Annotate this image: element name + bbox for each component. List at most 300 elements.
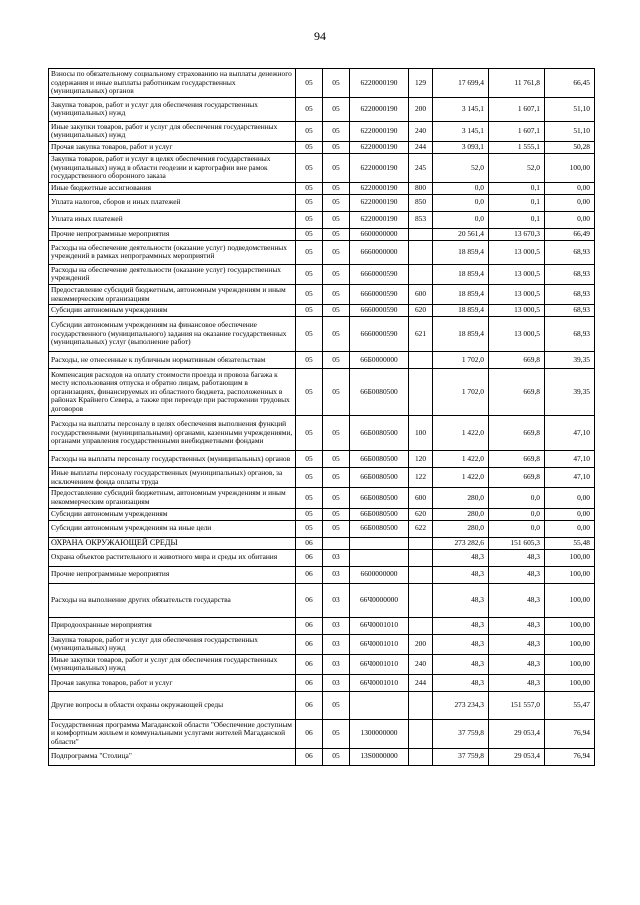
row-expense-type: 620 — [409, 305, 433, 317]
row-plan-amount: 37 759,8 — [433, 748, 489, 765]
row-subsection-code: 03 — [323, 583, 350, 617]
row-actual-amount: 29 053,4 — [489, 719, 545, 748]
row-section-code: 06 — [296, 674, 323, 691]
row-subsection-code: 05 — [323, 211, 350, 228]
row-actual-amount: 151 605,3 — [489, 537, 545, 549]
row-subsection-code: 05 — [323, 691, 350, 719]
row-subsection-code: 03 — [323, 634, 350, 654]
row-target-code: 66Б0000000 — [350, 352, 409, 369]
row-name: Расходы на обеспечение деятельности (оказание услуг) подведомственных учреждений в рамках непрограммных мероприятий — [49, 240, 296, 264]
table-row — [49, 634, 595, 654]
row-plan-amount: 48,3 — [433, 583, 489, 617]
row-expense-type — [409, 264, 433, 284]
row-subsection-code: 05 — [323, 520, 350, 537]
row-expense-type: 621 — [409, 317, 433, 352]
row-plan-amount: 18 859,4 — [433, 284, 489, 304]
row-percent: 68,93 — [545, 317, 595, 352]
table-row — [49, 416, 595, 451]
row-name: Предоставление субсидий бюджетным, автономным учреждениям и иным некоммерческим организациям — [49, 284, 296, 304]
row-target-code: 66Б0080500 — [350, 416, 409, 451]
row-name: Расходы на выплаты персоналу в целях обеспечения выполнения функций государственными (муниципальными) органами, казенными учреждениями, органами управления государственными внебюджетными фондами — [49, 416, 296, 451]
row-expense-type — [409, 719, 433, 748]
row-section-code: 06 — [296, 617, 323, 634]
row-target-code: 6660000590 — [350, 305, 409, 317]
row-percent: 0,00 — [545, 508, 595, 520]
row-target-code — [350, 537, 409, 549]
row-name: Иные закупки товаров, работ и услуг для обеспечения государственных (муниципальных) нужд — [49, 654, 296, 674]
row-plan-amount: 280,0 — [433, 508, 489, 520]
row-name: Иные бюджетные ассигнования — [49, 182, 296, 194]
row-name: Взносы по обязательному социальному страхованию на выплаты денежного содержания и иные выплаты работникам государственных (муниципальных) органов — [49, 69, 296, 98]
row-plan-amount: 1 422,0 — [433, 468, 489, 488]
row-target-code: 6600000000 — [350, 566, 409, 583]
row-plan-amount: 48,3 — [433, 634, 489, 654]
row-plan-amount: 3 145,1 — [433, 121, 489, 141]
row-plan-amount: 1 702,0 — [433, 369, 489, 416]
row-plan-amount: 0,0 — [433, 194, 489, 211]
row-expense-type: 240 — [409, 654, 433, 674]
row-subsection-code: 05 — [323, 369, 350, 416]
row-name: Закупка товаров, работ и услуг для обеспечения государственных (муниципальных) нужд — [49, 97, 296, 121]
row-section-code: 05 — [296, 508, 323, 520]
row-expense-type — [409, 583, 433, 617]
row-plan-amount: 3 145,1 — [433, 97, 489, 121]
row-actual-amount: 11 761,8 — [489, 69, 545, 98]
row-plan-amount: 20 561,4 — [433, 228, 489, 240]
row-plan-amount: 52,0 — [433, 153, 489, 182]
table-row — [49, 69, 595, 98]
row-expense-type: 600 — [409, 284, 433, 304]
row-percent: 47,10 — [545, 468, 595, 488]
table-row — [49, 488, 595, 508]
row-plan-amount: 0,0 — [433, 182, 489, 194]
row-target-code: 66Ч0001010 — [350, 617, 409, 634]
row-plan-amount: 48,3 — [433, 549, 489, 566]
row-percent: 66,45 — [545, 69, 595, 98]
row-target-code: 66Ч0001010 — [350, 674, 409, 691]
row-actual-amount: 669,8 — [489, 451, 545, 468]
row-plan-amount: 1 422,0 — [433, 451, 489, 468]
row-actual-amount: 48,3 — [489, 634, 545, 654]
row-section-code: 05 — [296, 240, 323, 264]
row-name: Компенсация расходов на оплату стоимости проезда и провоза багажа к месту использования отпуска и обратно лицам, работающим в организациях, финансируемых из областного бюджета, расположенных в районах Крайнего Севера, а также при переезде при расторжении трудовых договоров — [49, 369, 296, 416]
row-plan-amount: 37 759,8 — [433, 719, 489, 748]
table-row — [49, 520, 595, 537]
row-subsection-code: 05 — [323, 240, 350, 264]
row-actual-amount: 0,1 — [489, 194, 545, 211]
row-plan-amount: 280,0 — [433, 488, 489, 508]
row-percent: 51,10 — [545, 121, 595, 141]
row-percent: 100,00 — [545, 617, 595, 634]
row-name: Расходы на выплаты персоналу государственных (муниципальных) органов — [49, 451, 296, 468]
row-section-code: 05 — [296, 488, 323, 508]
table-row — [49, 719, 595, 748]
row-expense-type — [409, 240, 433, 264]
row-target-code: 6220000190 — [350, 194, 409, 211]
table-row — [49, 228, 595, 240]
row-actual-amount: 0,0 — [489, 508, 545, 520]
row-subsection-code: 05 — [323, 121, 350, 141]
row-target-code: 66Б0080500 — [350, 520, 409, 537]
row-expense-type: 620 — [409, 508, 433, 520]
table-row — [49, 97, 595, 121]
row-plan-amount: 18 859,4 — [433, 240, 489, 264]
table-row — [49, 284, 595, 304]
row-subsection-code: 05 — [323, 488, 350, 508]
row-percent: 0,00 — [545, 520, 595, 537]
row-name: Закупка товаров, работ и услуг в целях обеспечения государственных (муниципальных) нужд в области геодезии и картографии вне рамок государственного оборонного заказа — [49, 153, 296, 182]
row-name: Прочая закупка товаров, работ и услуг — [49, 674, 296, 691]
row-percent: 100,00 — [545, 654, 595, 674]
row-plan-amount: 273 234,3 — [433, 691, 489, 719]
row-percent: 47,10 — [545, 451, 595, 468]
row-name: Субсидии автономным учреждениям на иные цели — [49, 520, 296, 537]
row-actual-amount: 0,1 — [489, 182, 545, 194]
row-percent: 100,00 — [545, 674, 595, 691]
row-expense-type — [409, 352, 433, 369]
row-percent: 0,00 — [545, 194, 595, 211]
row-name: Прочие непрограммные мероприятия — [49, 228, 296, 240]
row-actual-amount: 13 000,5 — [489, 240, 545, 264]
row-actual-amount: 1 607,1 — [489, 97, 545, 121]
row-section-code: 06 — [296, 748, 323, 765]
row-name: Государственная программа Магаданской области "Обеспечение доступным и комфортным жильем и коммунальными услугами жителей Магаданской области" — [49, 719, 296, 748]
row-percent: 100,00 — [545, 634, 595, 654]
row-percent: 0,00 — [545, 488, 595, 508]
table-row — [49, 654, 595, 674]
row-target-code: 66Б0080500 — [350, 369, 409, 416]
row-target-code: 6220000190 — [350, 182, 409, 194]
row-expense-type — [409, 566, 433, 583]
table-row — [49, 211, 595, 228]
row-expense-type: 853 — [409, 211, 433, 228]
row-section-code: 05 — [296, 228, 323, 240]
row-actual-amount: 669,8 — [489, 468, 545, 488]
row-percent: 66,49 — [545, 228, 595, 240]
row-section-code: 06 — [296, 691, 323, 719]
row-plan-amount: 17 699,4 — [433, 69, 489, 98]
row-target-code: 6660000590 — [350, 264, 409, 284]
row-subsection-code: 05 — [323, 264, 350, 284]
row-plan-amount: 48,3 — [433, 566, 489, 583]
table-row — [49, 369, 595, 416]
row-expense-type: 850 — [409, 194, 433, 211]
row-target-code: 6220000190 — [350, 153, 409, 182]
row-name: Предоставление субсидий бюджетным, автономным учреждениям и иным некоммерческим организациям — [49, 488, 296, 508]
row-subsection-code: 05 — [323, 748, 350, 765]
row-expense-type: 200 — [409, 97, 433, 121]
row-expense-type — [409, 691, 433, 719]
row-subsection-code: 05 — [323, 468, 350, 488]
table-row — [49, 451, 595, 468]
table-row — [49, 141, 595, 153]
row-name: Иные закупки товаров, работ и услуг для обеспечения государственных (муниципальных) нужд — [49, 121, 296, 141]
row-subsection-code: 05 — [323, 416, 350, 451]
row-plan-amount: 280,0 — [433, 520, 489, 537]
row-actual-amount: 669,8 — [489, 352, 545, 369]
row-section-code: 05 — [296, 284, 323, 304]
row-name: Другие вопросы в области охраны окружающей среды — [49, 691, 296, 719]
row-target-code: 66Б0080500 — [350, 468, 409, 488]
row-plan-amount: 48,3 — [433, 617, 489, 634]
row-expense-type: 120 — [409, 451, 433, 468]
row-section-code: 05 — [296, 182, 323, 194]
row-actual-amount: 48,3 — [489, 566, 545, 583]
row-actual-amount: 13 000,5 — [489, 317, 545, 352]
row-section-code: 05 — [296, 97, 323, 121]
row-name: Расходы, не отнесенные к публичным нормативным обязательствам — [49, 352, 296, 369]
row-section-code: 06 — [296, 654, 323, 674]
row-percent: 55,47 — [545, 691, 595, 719]
table-row — [49, 182, 595, 194]
row-subsection-code — [323, 537, 350, 549]
row-expense-type — [409, 537, 433, 549]
table-row — [49, 317, 595, 352]
row-name: Субсидии автономным учреждениям — [49, 508, 296, 520]
table-row — [49, 352, 595, 369]
row-percent: 76,94 — [545, 719, 595, 748]
row-name: Уплата налогов, сборов и иных платежей — [49, 194, 296, 211]
row-subsection-code: 05 — [323, 194, 350, 211]
table-row — [49, 305, 595, 317]
row-actual-amount: 13 000,5 — [489, 305, 545, 317]
row-plan-amount: 18 859,4 — [433, 317, 489, 352]
row-plan-amount: 3 093,1 — [433, 141, 489, 153]
row-section-code: 06 — [296, 583, 323, 617]
row-percent: 68,93 — [545, 305, 595, 317]
row-actual-amount: 669,8 — [489, 416, 545, 451]
table-body — [49, 69, 595, 766]
row-section-code: 05 — [296, 305, 323, 317]
table-row — [49, 153, 595, 182]
row-subsection-code: 05 — [323, 228, 350, 240]
table-row — [49, 194, 595, 211]
row-target-code: 13S0000000 — [350, 748, 409, 765]
row-percent: 50,28 — [545, 141, 595, 153]
row-subsection-code: 05 — [323, 317, 350, 352]
row-actual-amount: 48,3 — [489, 674, 545, 691]
budget-table — [48, 68, 595, 766]
row-name: Расходы на выполнение других обязательств государства — [49, 583, 296, 617]
row-expense-type — [409, 369, 433, 416]
row-subsection-code: 03 — [323, 549, 350, 566]
row-name: Иные выплаты персоналу государственных (муниципальных) органов, за исключением фонда оплаты труда — [49, 468, 296, 488]
row-percent: 0,00 — [545, 211, 595, 228]
row-subsection-code: 05 — [323, 69, 350, 98]
row-plan-amount: 273 282,6 — [433, 537, 489, 549]
row-expense-type: 240 — [409, 121, 433, 141]
row-expense-type: 244 — [409, 674, 433, 691]
row-expense-type: 100 — [409, 416, 433, 451]
table-row — [49, 674, 595, 691]
row-plan-amount: 1 422,0 — [433, 416, 489, 451]
row-actual-amount: 0,0 — [489, 520, 545, 537]
row-subsection-code: 05 — [323, 97, 350, 121]
row-percent: 68,93 — [545, 264, 595, 284]
row-expense-type: 200 — [409, 634, 433, 654]
row-section-code: 06 — [296, 719, 323, 748]
table-row — [49, 508, 595, 520]
row-section-code: 05 — [296, 194, 323, 211]
row-expense-type: 244 — [409, 141, 433, 153]
row-expense-type — [409, 748, 433, 765]
row-percent: 68,93 — [545, 284, 595, 304]
row-name: Прочая закупка товаров, работ и услуг — [49, 141, 296, 153]
row-subsection-code: 03 — [323, 674, 350, 691]
row-percent: 39,35 — [545, 352, 595, 369]
table-row — [49, 549, 595, 566]
row-name: Прочие непрограммные мероприятия — [49, 566, 296, 583]
table-row — [49, 617, 595, 634]
row-section-code: 05 — [296, 264, 323, 284]
row-actual-amount: 48,3 — [489, 654, 545, 674]
row-plan-amount: 18 859,4 — [433, 305, 489, 317]
row-section-code: 05 — [296, 520, 323, 537]
row-percent: 76,94 — [545, 748, 595, 765]
row-section-code: 05 — [296, 352, 323, 369]
row-percent: 100,00 — [545, 566, 595, 583]
row-name: ОХРАНА ОКРУЖАЮЩЕЙ СРЕДЫ — [49, 537, 296, 549]
row-subsection-code: 03 — [323, 566, 350, 583]
row-section-code: 06 — [296, 537, 323, 549]
row-expense-type: 800 — [409, 182, 433, 194]
row-target-code: 66Ч0001010 — [350, 654, 409, 674]
row-target-code: 66Б0080500 — [350, 508, 409, 520]
row-actual-amount: 13 000,5 — [489, 264, 545, 284]
row-target-code: 66Ч0000000 — [350, 583, 409, 617]
row-actual-amount: 0,1 — [489, 211, 545, 228]
row-percent: 47,10 — [545, 416, 595, 451]
row-expense-type: 245 — [409, 153, 433, 182]
row-target-code: 6660000590 — [350, 317, 409, 352]
row-name: Охрана объектов растительного и животного мира и среды их обитания — [49, 549, 296, 566]
row-subsection-code: 05 — [323, 719, 350, 748]
row-subsection-code: 03 — [323, 617, 350, 634]
row-target-code: 6660000590 — [350, 284, 409, 304]
row-actual-amount: 48,3 — [489, 617, 545, 634]
row-section-code: 05 — [296, 69, 323, 98]
row-target-code: 6220000190 — [350, 211, 409, 228]
row-actual-amount: 13 670,3 — [489, 228, 545, 240]
row-percent: 55,48 — [545, 537, 595, 549]
table-row — [49, 264, 595, 284]
row-plan-amount: 18 859,4 — [433, 264, 489, 284]
row-percent: 68,93 — [545, 240, 595, 264]
row-actual-amount: 29 053,4 — [489, 748, 545, 765]
row-expense-type: 122 — [409, 468, 433, 488]
row-expense-type — [409, 549, 433, 566]
row-percent: 39,35 — [545, 369, 595, 416]
row-actual-amount: 48,3 — [489, 583, 545, 617]
row-subsection-code: 05 — [323, 141, 350, 153]
row-section-code: 05 — [296, 416, 323, 451]
row-name: Закупка товаров, работ и услуг для обеспечения государственных (муниципальных) нужд — [49, 634, 296, 654]
row-target-code: 66Б0080500 — [350, 488, 409, 508]
row-actual-amount: 1 555,1 — [489, 141, 545, 153]
row-plan-amount: 48,3 — [433, 674, 489, 691]
row-subsection-code: 05 — [323, 451, 350, 468]
row-target-code: 6660000000 — [350, 240, 409, 264]
row-target-code: 6220000190 — [350, 121, 409, 141]
row-section-code: 05 — [296, 468, 323, 488]
row-section-code: 05 — [296, 141, 323, 153]
row-percent: 100,00 — [545, 549, 595, 566]
row-percent: 100,00 — [545, 583, 595, 617]
table-row — [49, 691, 595, 719]
row-section-code: 05 — [296, 369, 323, 416]
row-section-code: 05 — [296, 317, 323, 352]
table-row — [49, 121, 595, 141]
row-section-code: 06 — [296, 634, 323, 654]
row-percent: 0,00 — [545, 182, 595, 194]
row-subsection-code: 03 — [323, 654, 350, 674]
row-subsection-code: 05 — [323, 182, 350, 194]
row-plan-amount: 0,0 — [433, 211, 489, 228]
row-section-code: 06 — [296, 566, 323, 583]
row-subsection-code: 05 — [323, 508, 350, 520]
row-section-code: 06 — [296, 549, 323, 566]
row-percent: 100,00 — [545, 153, 595, 182]
table-row — [49, 537, 595, 549]
row-subsection-code: 05 — [323, 284, 350, 304]
table-row — [49, 240, 595, 264]
row-subsection-code: 05 — [323, 352, 350, 369]
row-actual-amount: 151 557,0 — [489, 691, 545, 719]
row-section-code: 05 — [296, 153, 323, 182]
row-target-code: 66Б0080500 — [350, 451, 409, 468]
row-subsection-code: 05 — [323, 153, 350, 182]
row-section-code: 05 — [296, 121, 323, 141]
table-row — [49, 468, 595, 488]
row-name: Уплата иных платежей — [49, 211, 296, 228]
row-expense-type: 600 — [409, 488, 433, 508]
row-target-code: 6600000000 — [350, 228, 409, 240]
row-target-code: 6220000190 — [350, 97, 409, 121]
row-name: Субсидии автономным учреждениям на финансовое обеспечение государственного (муниципального) задания на оказание государственных (муниципальных) услуг (выполнение работ) — [49, 317, 296, 352]
row-target-code: 6220000190 — [350, 141, 409, 153]
row-subsection-code: 05 — [323, 305, 350, 317]
row-actual-amount: 669,8 — [489, 369, 545, 416]
table-row — [49, 566, 595, 583]
row-section-code: 05 — [296, 451, 323, 468]
row-name: Подпрограмма "Столица" — [49, 748, 296, 765]
row-expense-type — [409, 228, 433, 240]
row-target-code: 1300000000 — [350, 719, 409, 748]
row-plan-amount: 1 702,0 — [433, 352, 489, 369]
row-target-code: 66Ч0001010 — [350, 634, 409, 654]
row-name: Субсидии автономным учреждениям — [49, 305, 296, 317]
table-row — [49, 748, 595, 765]
row-expense-type: 129 — [409, 69, 433, 98]
row-name: Природоохранные мероприятия — [49, 617, 296, 634]
row-target-code — [350, 549, 409, 566]
row-name: Расходы на обеспечение деятельности (оказание услуг) государственных учреждений — [49, 264, 296, 284]
page-number: 94 — [314, 29, 326, 43]
row-actual-amount: 1 607,1 — [489, 121, 545, 141]
row-actual-amount: 48,3 — [489, 549, 545, 566]
row-target-code — [350, 691, 409, 719]
row-target-code: 6220000190 — [350, 69, 409, 98]
row-section-code: 05 — [296, 211, 323, 228]
table-row — [49, 583, 595, 617]
row-percent: 51,10 — [545, 97, 595, 121]
row-expense-type: 622 — [409, 520, 433, 537]
row-plan-amount: 48,3 — [433, 654, 489, 674]
row-actual-amount: 52,0 — [489, 153, 545, 182]
row-actual-amount: 13 000,5 — [489, 284, 545, 304]
row-expense-type — [409, 617, 433, 634]
row-actual-amount: 0,0 — [489, 488, 545, 508]
